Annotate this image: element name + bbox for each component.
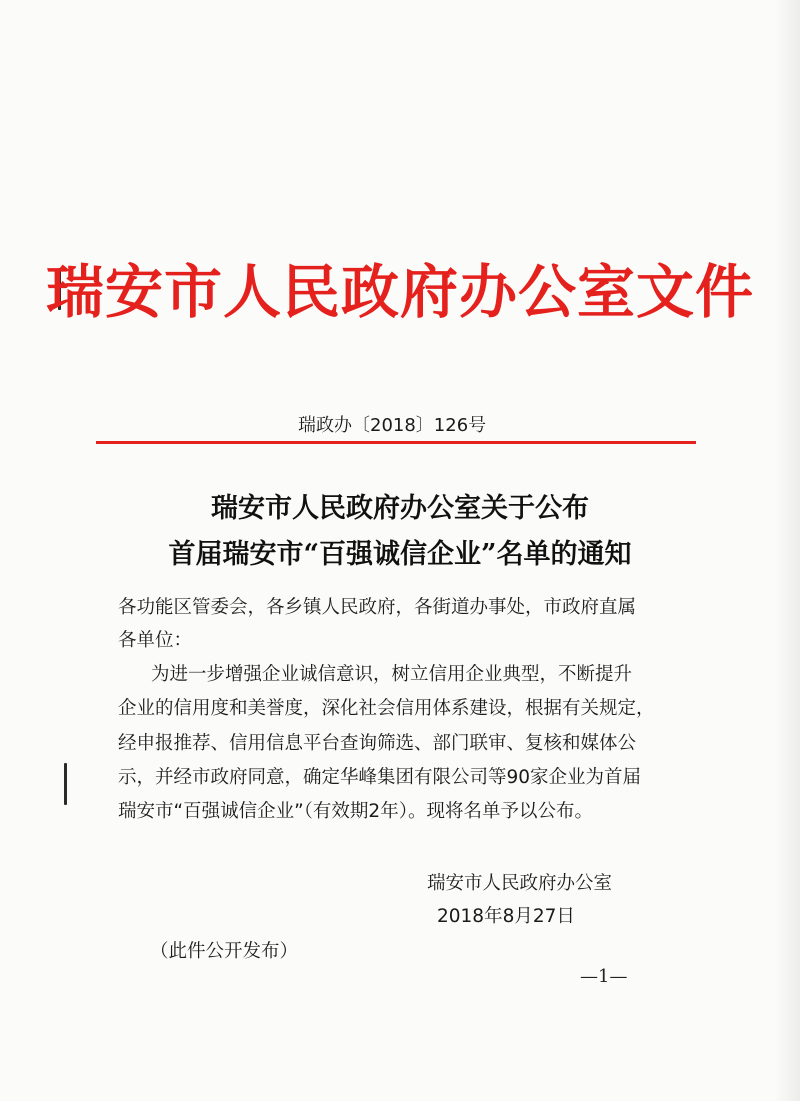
binding-mark-bottom <box>64 763 67 805</box>
body-line-paragraph-5: 瑞安市“百强诚信企业”（有效期2年）。现将名单予以公布。 <box>118 801 593 822</box>
page-number: —1— <box>580 966 628 987</box>
signature-issuer: 瑞安市人民政府办公室 <box>427 873 613 894</box>
body-line-paragraph-2: 企业的信用度和美誉度，深化社会信用体系建设，根据有关规定， <box>118 698 655 719</box>
notice-title-line-2: 首届瑞安市“百强诚信企业”名单的通知 <box>168 539 632 570</box>
body-line-paragraph-3: 经申报推荐、信用信息平台查询筛选、部门联审、复核和媒体公 <box>118 733 637 754</box>
document-number: 瑞政办〔2018〕126号 <box>298 415 487 436</box>
body-line-addressees-cont: 各单位： <box>118 630 193 651</box>
red-divider-line <box>96 441 696 444</box>
publish-note: （此件公开发布） <box>150 941 299 962</box>
body-line-paragraph-4: 示，并经市政府同意，确定华峰集团有限公司等90家企业为首届 <box>118 767 642 788</box>
document-header-title: 瑞安市人民政府办公室文件 <box>45 258 754 326</box>
body-line-paragraph-1: 为进一步增强企业诚信意识，树立信用企业典型，不断提升 <box>151 664 633 685</box>
signature-date: 2018年8月27日 <box>437 906 575 927</box>
body-line-addressees: 各功能区管委会，各乡镇人民政府，各街道办事处，市政府直属 <box>118 597 637 618</box>
notice-title-line-1: 瑞安市人民政府办公室关于公布 <box>211 493 589 524</box>
